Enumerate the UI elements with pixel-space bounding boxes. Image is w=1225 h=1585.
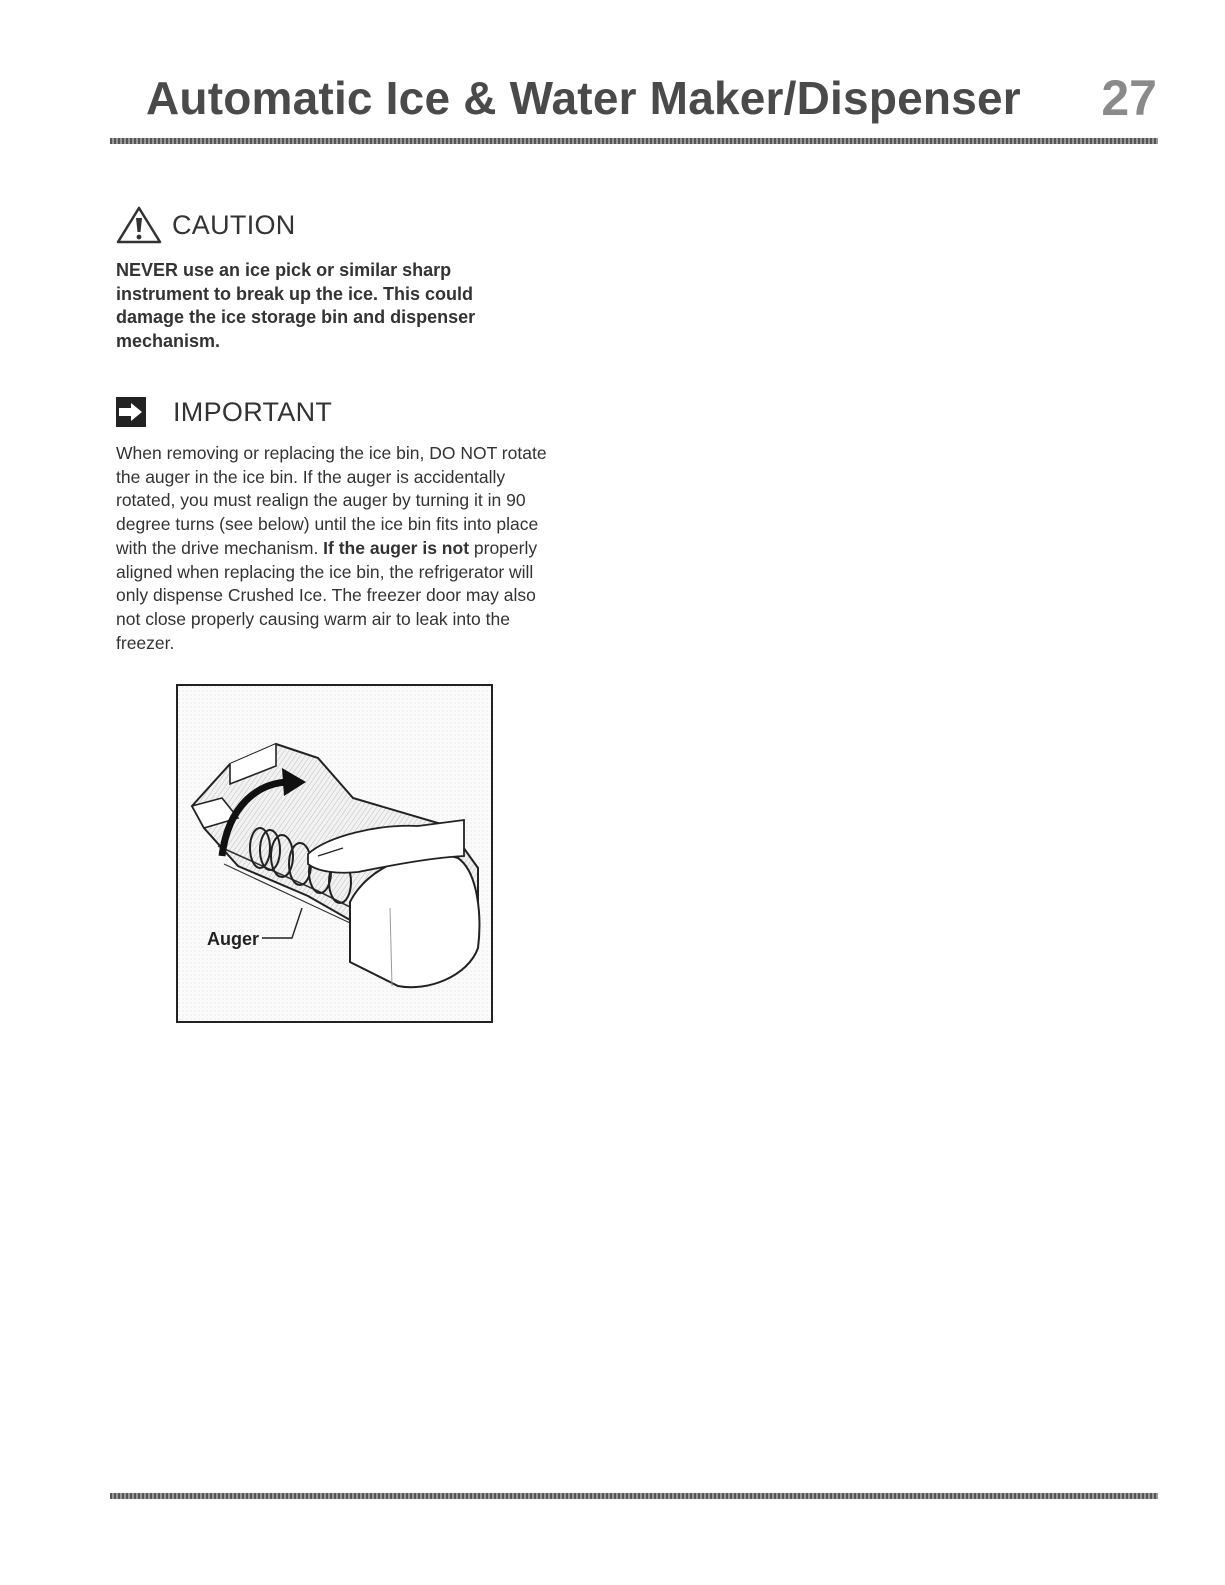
header-rule bbox=[110, 138, 1158, 144]
page-header bbox=[0, 62, 1225, 142]
important-title: IMPORTANT bbox=[173, 397, 333, 427]
ice-bin-drawing bbox=[178, 686, 491, 1021]
arrow-right-box-icon bbox=[116, 397, 146, 427]
auger-illustration bbox=[176, 684, 493, 1023]
warning-triangle-icon bbox=[116, 206, 162, 244]
auger-label: Auger bbox=[207, 929, 260, 949]
important-text-part2: properly aligned when replacing the ice bin, the refrigerator will only dispense Crushed Ice. The freezer door may also not close properly causing warm air to leak into the freezer. bbox=[116, 537, 538, 653]
important-heading bbox=[116, 392, 556, 432]
caution-heading bbox=[116, 205, 556, 245]
footer-rule bbox=[110, 1493, 1158, 1499]
caution-title: CAUTION bbox=[172, 210, 296, 240]
caution-text: NEVER use an ice pick or similar sharp instrument to break up the ice. This could damage the ice storage bin and dispenser mechanism. bbox=[116, 260, 476, 351]
important-text-bold: If the auger is not bbox=[323, 537, 470, 558]
page-number: 27 bbox=[1101, 70, 1157, 126]
important-text-part1: When removing or replacing the ice bin, DO NOT rotate the auger in the ice bin. If the auger is accidentally rotated, you must realign the auger by turning it in 90 degree turns (see below) until the ice bin fits into place with the drive mechanism. bbox=[116, 443, 547, 558]
caution-section bbox=[116, 205, 556, 353]
important-text bbox=[116, 442, 556, 655]
important-section bbox=[116, 392, 556, 655]
page-title: Automatic Ice & Water Maker/Dispenser bbox=[146, 72, 1021, 124]
